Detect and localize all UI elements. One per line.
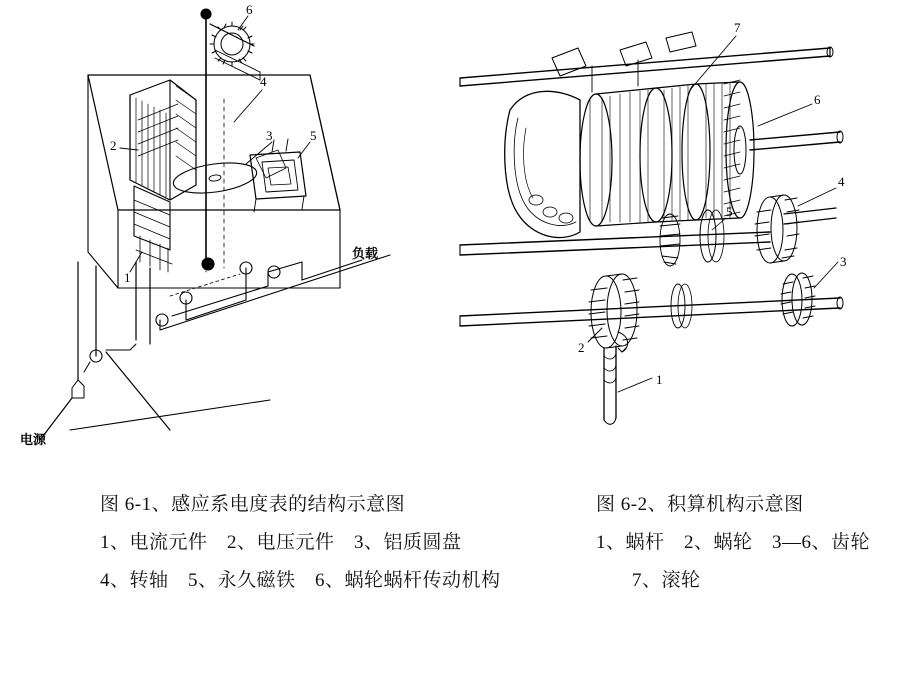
figure-right-svg <box>440 0 920 470</box>
caption-left <box>100 486 570 600</box>
callout-4: 4 <box>838 174 845 189</box>
figure-register-mechanism <box>440 0 920 470</box>
caption-right <box>596 486 916 600</box>
caption-left-title: 图 6-1、感应系电度表的结构示意图 <box>100 494 406 515</box>
callout-6: 6 <box>814 92 821 107</box>
caption-left-line-1: 1、电流元件 2、电压元件 3、铝质圆盘 <box>100 532 462 553</box>
callout-1: 1 <box>124 270 131 285</box>
callout-4: 4 <box>260 74 267 89</box>
callout-5: 5 <box>310 128 317 143</box>
label-load: 负载 <box>352 246 379 261</box>
caption-right-line-1: 1、蜗杆 2、蜗轮 3—6、齿轮 <box>596 532 871 553</box>
callout-3: 3 <box>266 128 273 143</box>
callout-3: 3 <box>840 254 847 269</box>
callout-7: 7 <box>734 20 741 35</box>
figure-induction-meter <box>10 0 450 470</box>
captions-area <box>0 478 924 668</box>
callout-2: 2 <box>578 340 585 355</box>
label-source: 电源 <box>20 432 47 447</box>
callout-1: 1 <box>656 372 663 387</box>
callout-6: 6 <box>246 2 253 17</box>
callout-2: 2 <box>110 138 117 153</box>
figure-left-svg <box>10 0 450 470</box>
callout-5: 5 <box>726 204 733 219</box>
caption-right-line-2: 7、滚轮 <box>632 570 701 591</box>
caption-right-title: 图 6-2、积算机构示意图 <box>596 494 804 515</box>
caption-left-line-2: 4、转轴 5、永久磁铁 6、蜗轮蜗杆传动机构 <box>100 570 501 591</box>
